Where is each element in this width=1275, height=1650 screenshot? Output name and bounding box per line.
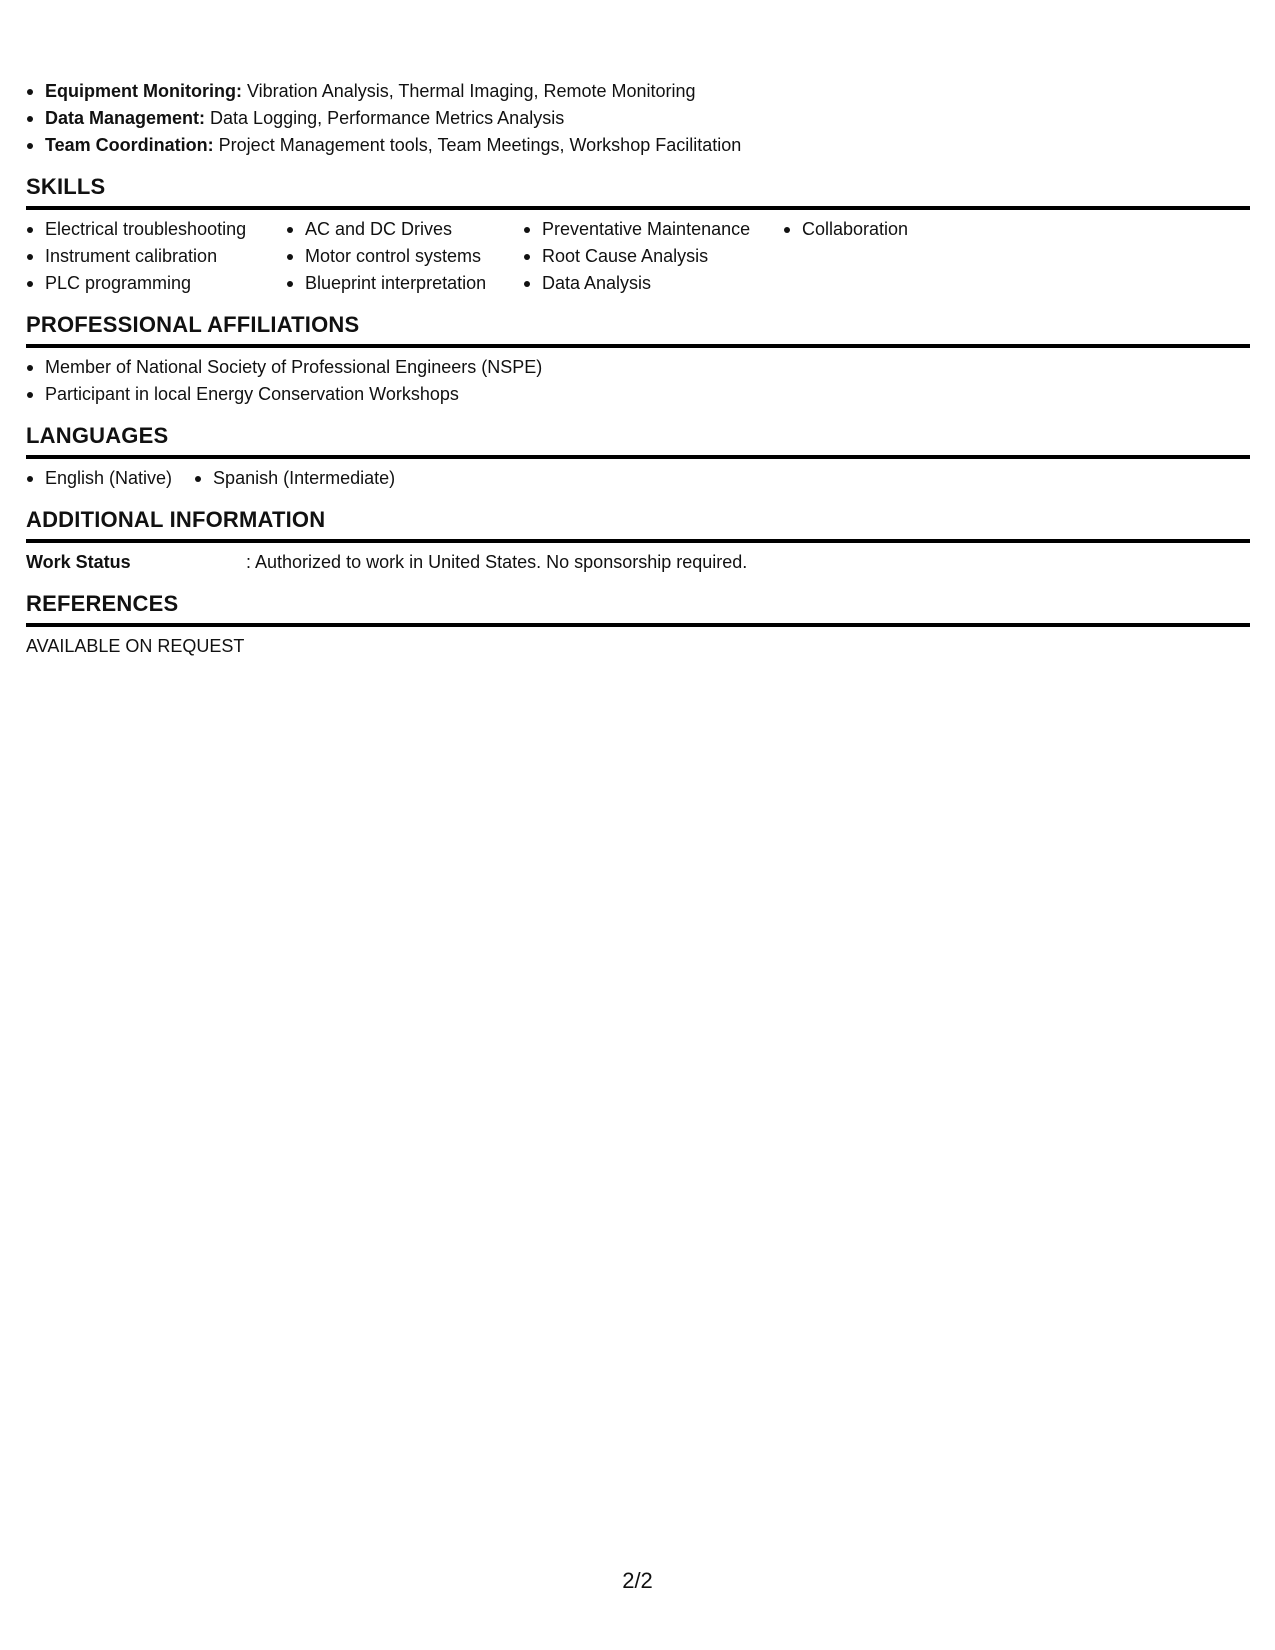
skill-item: Collaboration	[783, 216, 908, 243]
language-item: Spanish (Intermediate)	[194, 465, 395, 492]
language-item: English (Native)	[26, 465, 172, 492]
skills-grid	[26, 216, 1250, 297]
affiliations-list	[26, 354, 1250, 408]
skill-item: Electrical troubleshooting	[26, 216, 264, 243]
resume-page	[26, 78, 1250, 660]
skill-item: AC and DC Drives	[286, 216, 501, 243]
list-item: Member of National Society of Professional Engineers (NSPE)	[26, 354, 1250, 381]
list-item	[26, 132, 1250, 159]
skill-item: Data Analysis	[523, 270, 761, 297]
skills-section	[26, 173, 1250, 297]
section-title: SKILLS	[26, 173, 1250, 210]
skill-item: Root Cause Analysis	[523, 243, 761, 270]
tool-text: Vibration Analysis, Thermal Imaging, Remote Monitoring	[241, 81, 696, 101]
work-status-label: Work Status	[26, 552, 131, 572]
additional-info-section	[26, 506, 1250, 576]
list-item	[26, 105, 1250, 132]
references-section	[26, 590, 1250, 660]
skill-item: Preventative Maintenance	[523, 216, 761, 243]
tool-label: Team Coordination:	[45, 135, 214, 155]
list-item	[26, 78, 1250, 105]
work-status-value: : Authorized to work in United States. No sponsorship required.	[246, 552, 748, 572]
page-number: 2/2	[622, 1568, 653, 1593]
affiliations-section	[26, 311, 1250, 408]
references-text: AVAILABLE ON REQUEST	[26, 636, 245, 656]
skills-column	[783, 216, 908, 297]
tool-label: Equipment Monitoring:	[45, 81, 242, 101]
skills-column	[286, 216, 501, 297]
tool-text: Project Management tools, Team Meetings, Workshop Facilitation	[213, 135, 742, 155]
section-title: REFERENCES	[26, 590, 1250, 627]
skill-item: Instrument calibration	[26, 243, 264, 270]
section-title: ADDITIONAL INFORMATION	[26, 506, 1250, 543]
languages-list	[26, 465, 1250, 492]
skills-column	[26, 216, 264, 297]
tools-list	[26, 78, 1250, 159]
section-title: PROFESSIONAL AFFILIATIONS	[26, 311, 1250, 348]
tool-label: Data Management:	[45, 108, 206, 128]
list-item: Participant in local Energy Conservation Workshops	[26, 381, 1250, 408]
languages-section	[26, 422, 1250, 492]
work-status-row	[26, 549, 1250, 576]
skill-item: PLC programming	[26, 270, 264, 297]
section-title: LANGUAGES	[26, 422, 1250, 459]
tool-text: Data Logging, Performance Metrics Analysis	[205, 108, 565, 128]
skill-item: Blueprint interpretation	[286, 270, 501, 297]
skills-column	[523, 216, 761, 297]
skill-item: Motor control systems	[286, 243, 501, 270]
